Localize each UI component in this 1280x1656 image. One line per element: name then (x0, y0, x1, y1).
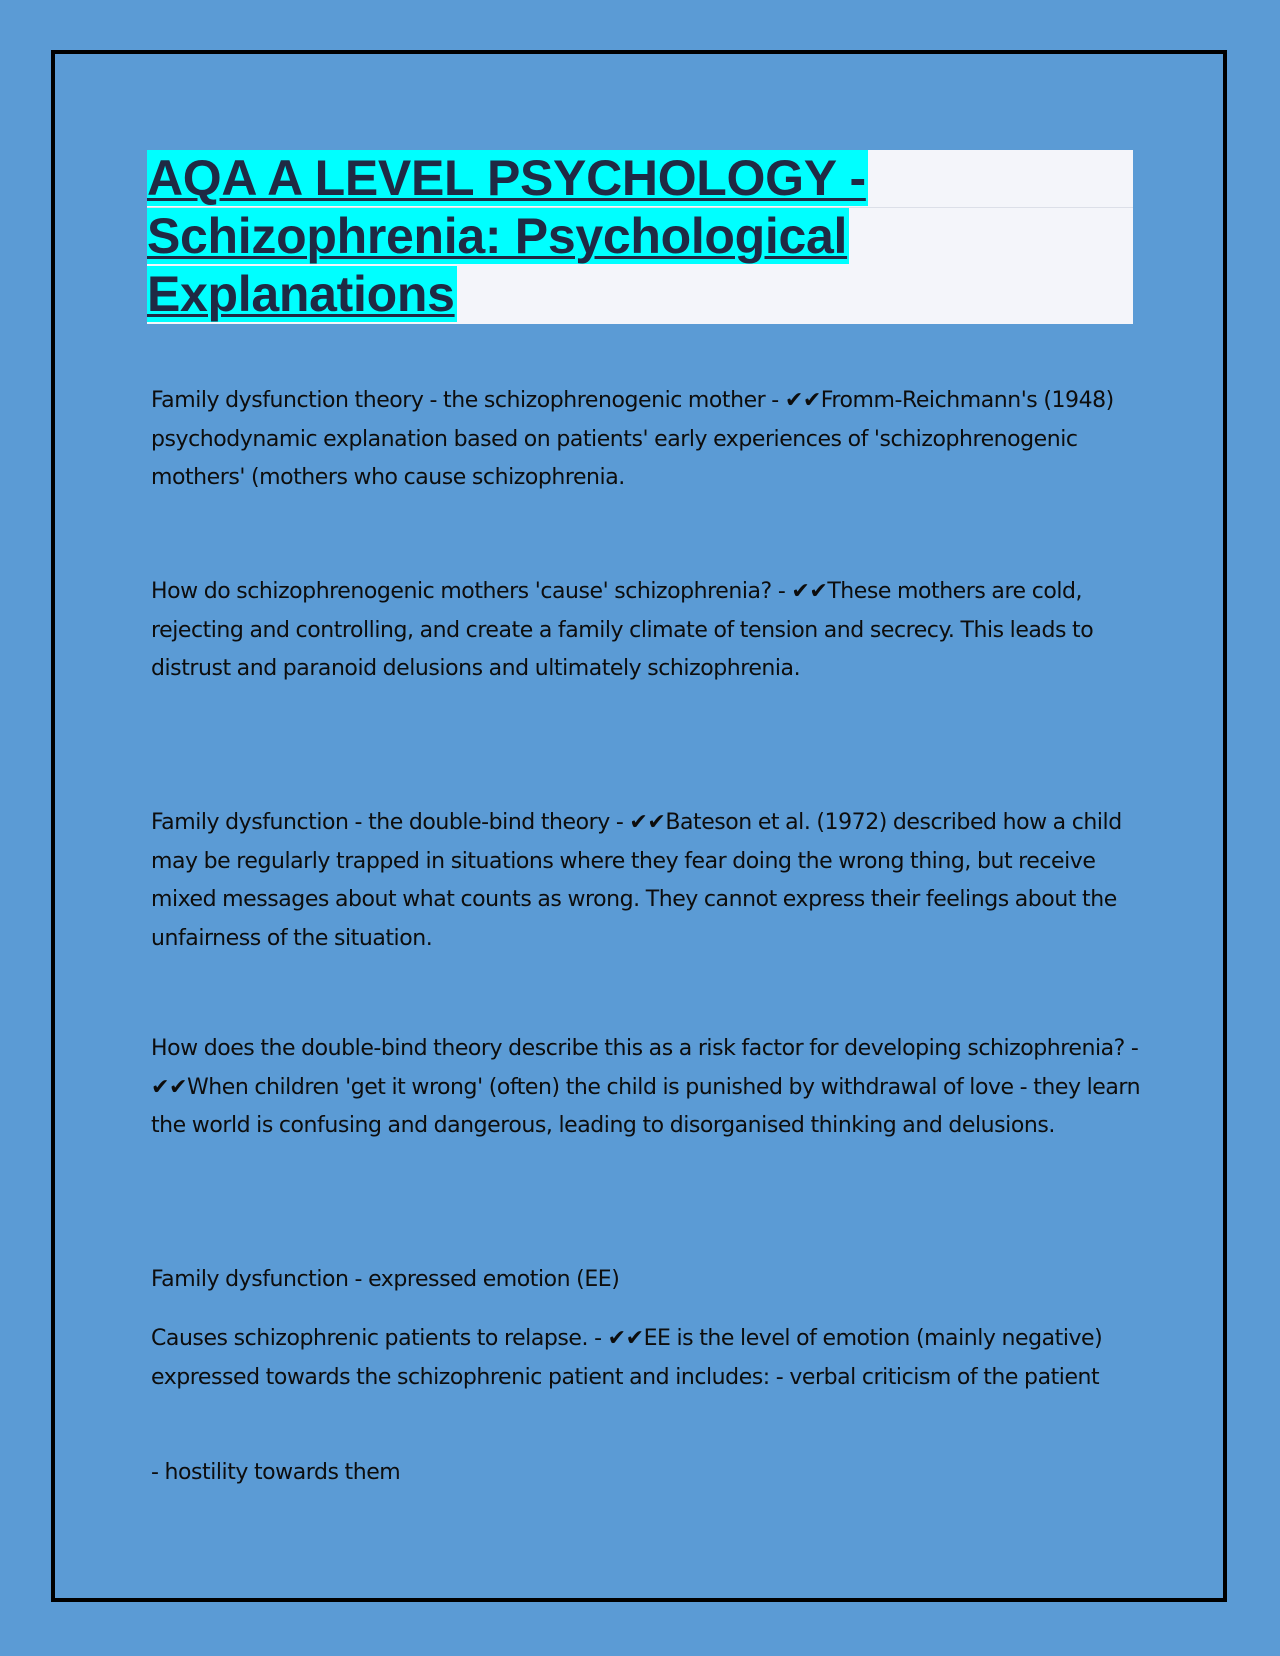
title-line-1 (147, 150, 868, 206)
title-line-1-text: AQA A LEVEL PSYCHOLOGY - (147, 150, 866, 206)
title-line-2 (147, 208, 849, 264)
title-line-3-text: Explanations (147, 266, 455, 322)
paragraph-causes-relapse: Causes schizophrenic patients to relapse. - ✔✔EE is the level of emotion (mainly negative) expressed towards the schizophrenic patient and includes: - verbal criticism of the patient (151, 1326, 1103, 1390)
paragraph-schizophrenogenic-mother: Family dysfunction theory - the schizophrenogenic mother - ✔✔Fromm-Reichmann's (1948) psychodynamic explanation based on patients' early experiences of 'schizophrenogenic mothers' (mothers who cause schizophrenia. (151, 388, 1114, 490)
paragraph-double-bind-risk: How does the double-bind theory describe this as a risk factor for developing schizophrenia? - ✔✔When children 'get it wrong' (often) the child is punished by withdrawal of love - they learn the world is confusing and dangerous, leading to disorganised thinking and delusions. (151, 1036, 1141, 1138)
paragraph-hostility: - hostility towards them (151, 1460, 401, 1485)
paragraph-double-bind-theory: Family dysfunction - the double-bind theory - ✔✔Bateson et al. (1972) described how a child may be regularly trapped in situations where they fear doing the wrong thing, but receive mixed messages about what counts as wrong. They cannot express their feelings about the unfairness of the situation. (151, 810, 1122, 951)
title-line-2-text: Schizophrenia: Psychological (147, 208, 848, 264)
title-line-3 (147, 266, 457, 322)
paragraph-expressed-emotion-heading: Family dysfunction - expressed emotion (EE) (151, 1267, 620, 1292)
paragraph-how-mothers-cause: How do schizophrenogenic mothers 'cause' schizophrenia? - ✔✔These mothers are cold, rejecting and controlling, and create a family climate of tension and secrecy. This leads to distrust and paranoid delusions and ultimately schizophrenia. (151, 579, 1094, 681)
